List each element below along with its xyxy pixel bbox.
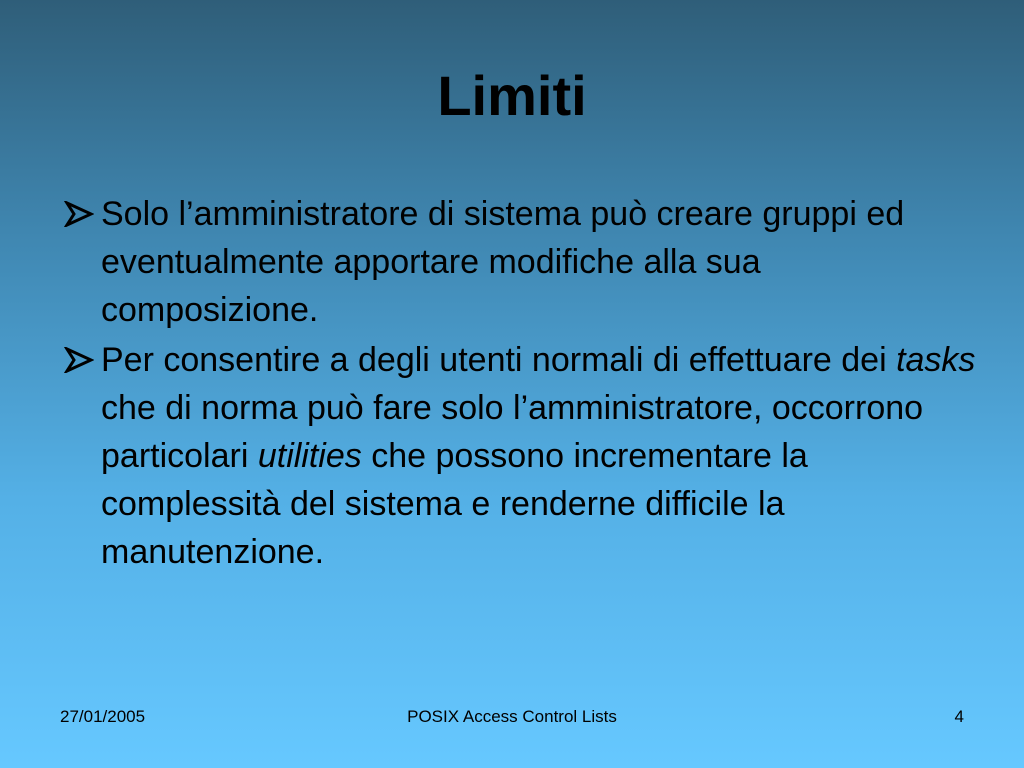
footer-date: 27/01/2005 [60,707,146,726]
footer-title: POSIX Access Control Lists [407,707,617,726]
bullet-item-1 [60,190,980,334]
bullet-text-2-emphasis-tasks: tasks [896,341,976,379]
bullet-text-2-part-2: che di norma può fare solo l’amministratore, occorrono particolari [101,389,924,475]
bullet-text-2-emphasis-utilities: utilities [257,437,362,475]
bullet-text-2-part-3: che possono incrementare la complessità del sistema e renderne difficile la manutenzione. [101,437,808,571]
arrowhead-bullet-icon [64,201,94,227]
arrowhead-bullet-icon [64,347,94,373]
slide-title: Limiti [437,64,587,127]
bullet-list [60,190,980,578]
bullet-item-2 [60,336,980,576]
bullet-text-2-part-1: Per consentire a degli utenti normali di effettuare dei [101,341,897,379]
bullet-text-1: Solo l’amministratore di sistema può creare gruppi ed eventualmente apportare modifiche alla sua composizione. [101,195,905,329]
page-number: 4 [954,707,964,726]
